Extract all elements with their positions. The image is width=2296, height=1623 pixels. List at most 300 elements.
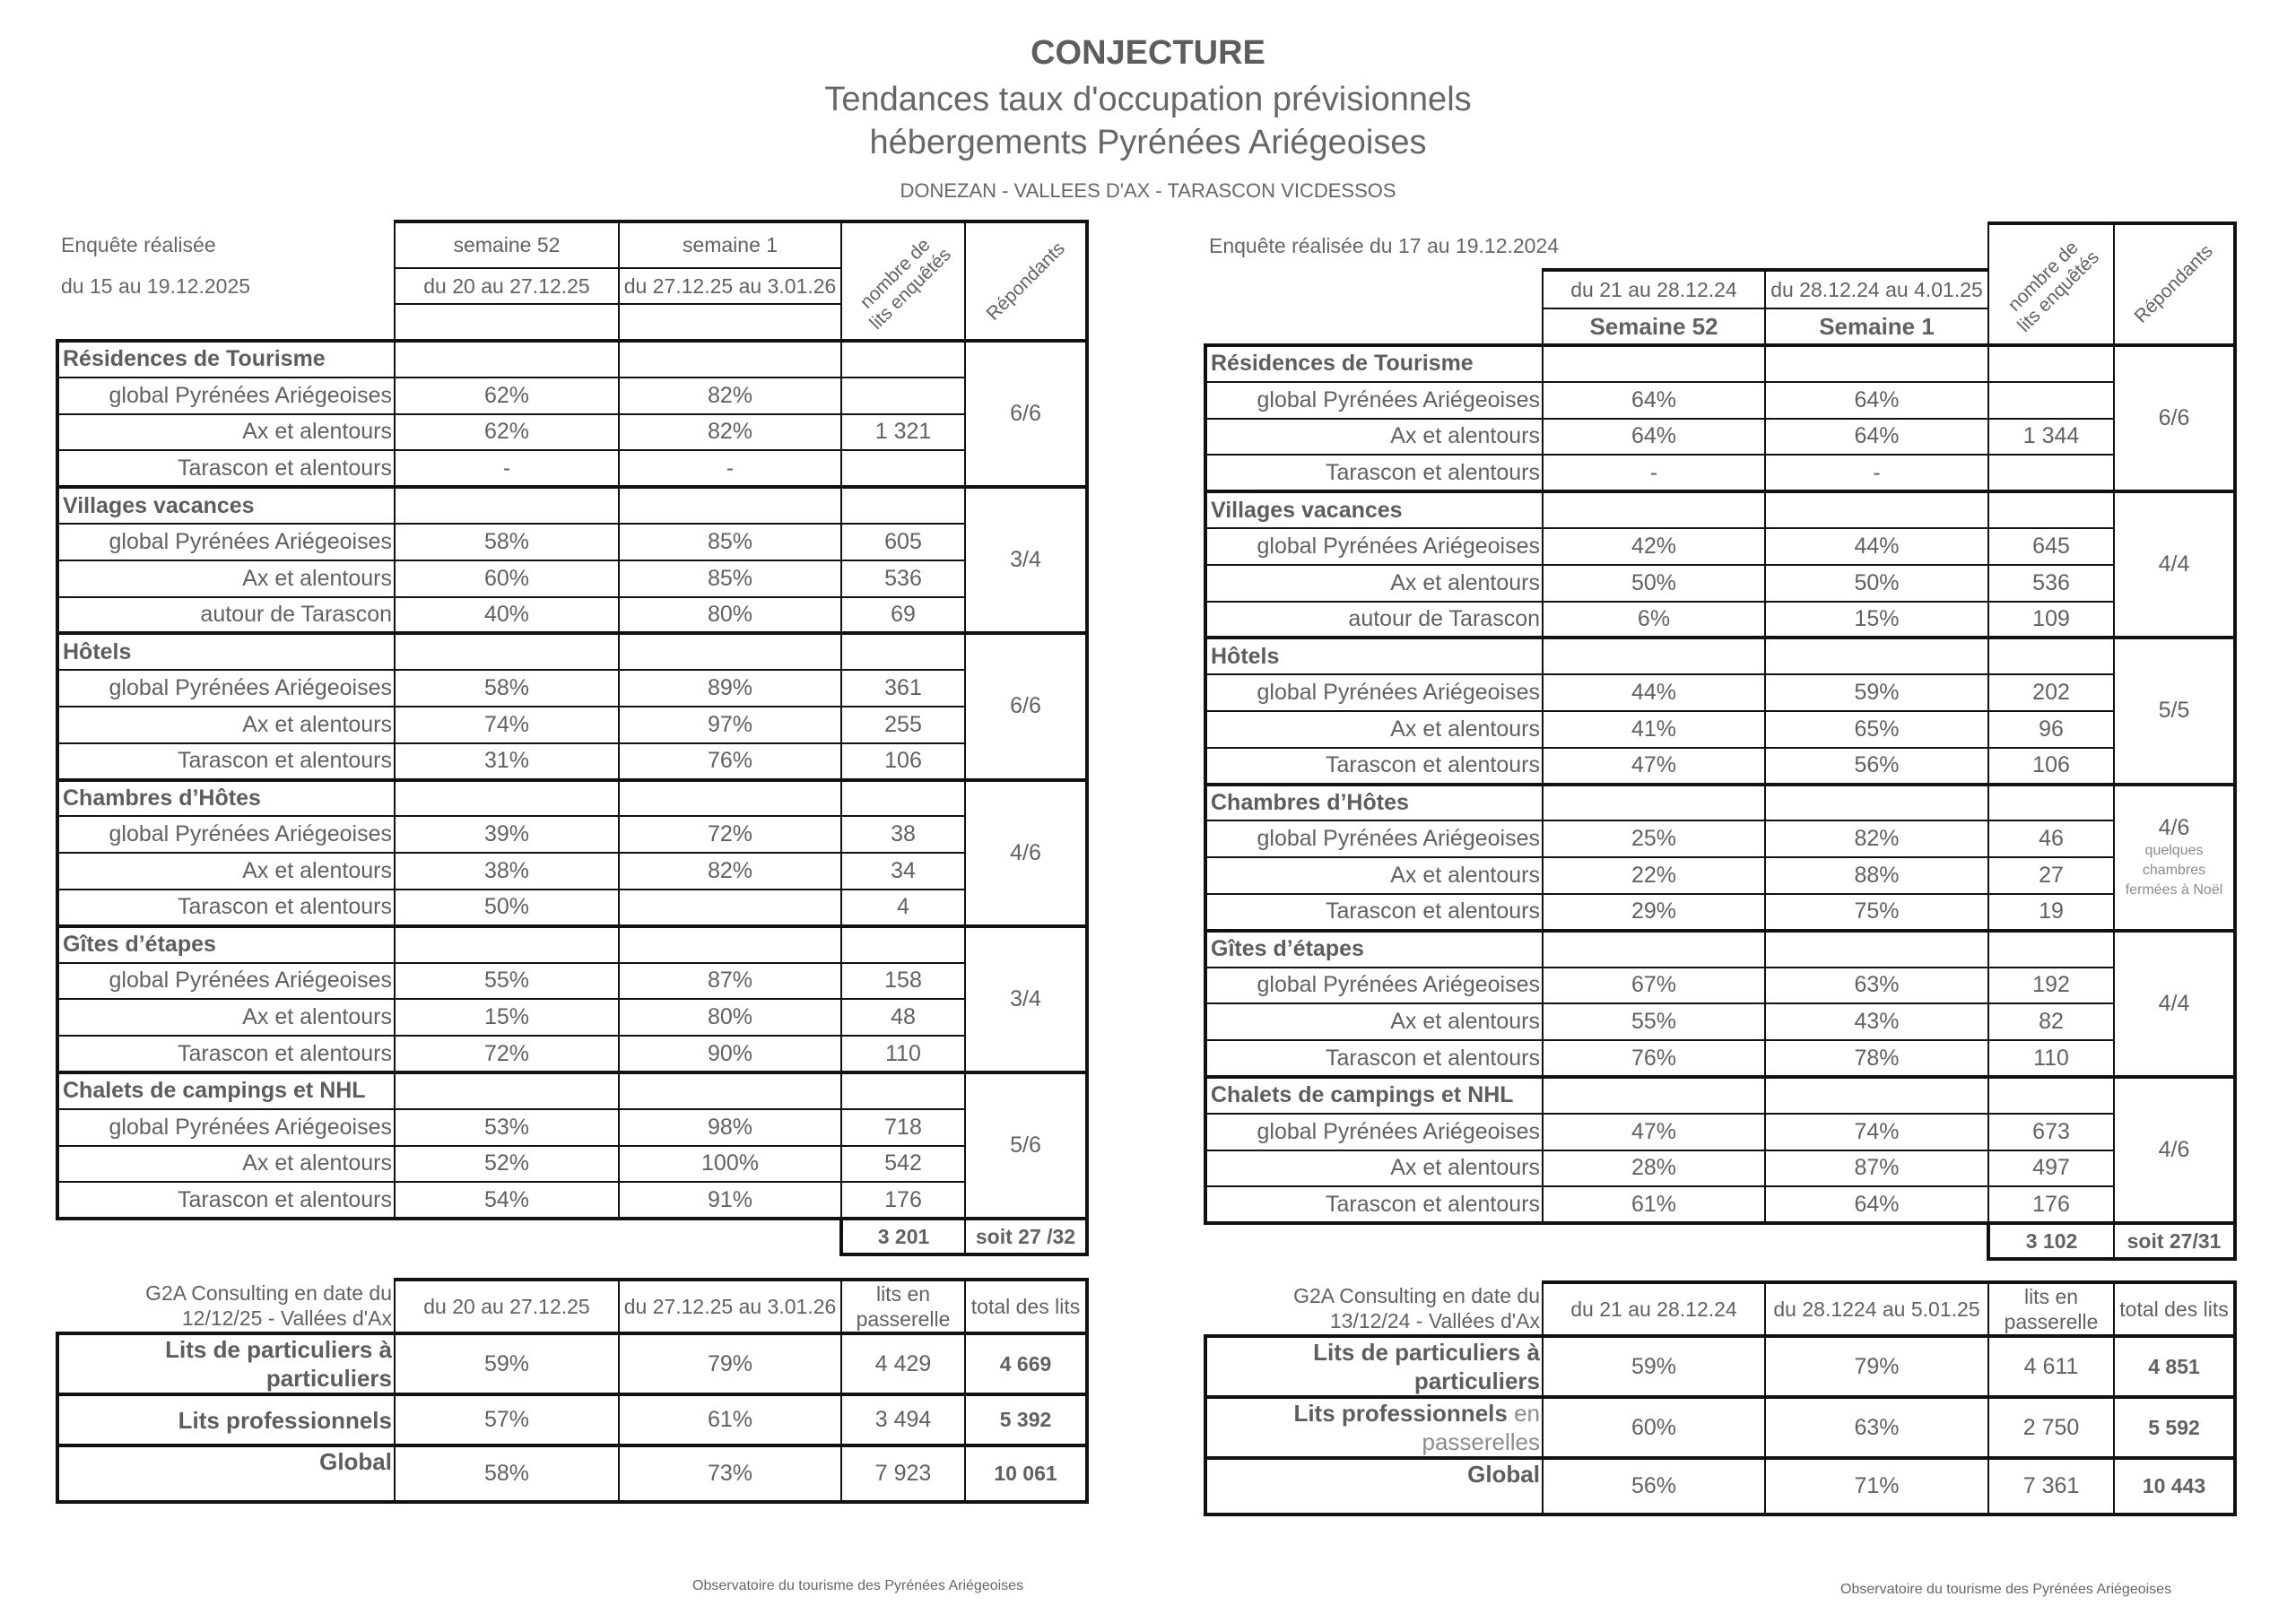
g2a-week1-value: 56% (1543, 1458, 1765, 1515)
row-label: autour de Tarascon (1205, 602, 1543, 638)
week1-value: 58% (395, 670, 619, 707)
table-row (1205, 455, 2235, 491)
g2a-source-line2: 12/12/25 - Vallées d'Ax (181, 1306, 392, 1330)
row-label: Tarascon et alentours (57, 1182, 395, 1219)
respondents-value: 5/6 (1010, 1133, 1041, 1159)
week2-value: 75% (1765, 894, 1988, 931)
row-label: global Pyrénées Ariégeoises (57, 670, 395, 707)
category-name: Chalets de campings et NHL (57, 1072, 395, 1109)
week1-value: 47% (1543, 1114, 1765, 1150)
beds-value: 96 (1988, 711, 2114, 748)
table-row (57, 560, 1087, 597)
g2a-passerelle-value: 4 429 (841, 1333, 965, 1394)
g2a-total-value: 10 061 (965, 1445, 1087, 1502)
table-row (1205, 1040, 2235, 1077)
g2a-row (57, 1394, 1087, 1445)
g2a-row-label (57, 1445, 395, 1502)
g2a-total-header: total des lits (2114, 1282, 2235, 1336)
row-label: Tarascon et alentours (1205, 894, 1543, 931)
row-label: Ax et alentours (57, 707, 395, 743)
week1-value: 50% (395, 890, 619, 926)
empty-cell (1543, 638, 1765, 674)
respondents-cell (2114, 638, 2235, 784)
beds-header-text: nombre de lits enquêtés (856, 234, 955, 334)
table-row (1205, 1150, 2235, 1187)
table-row (57, 743, 1087, 780)
empty-cell (619, 1072, 841, 1109)
table-row (57, 1146, 1087, 1183)
table-row (1205, 1003, 2235, 1040)
beds-value: 69 (841, 597, 965, 634)
g2a-week2-value: 73% (619, 1445, 841, 1502)
empty-cell (57, 304, 395, 341)
category-name: Villages vacances (57, 487, 395, 524)
g2a-row-label (1205, 1458, 1543, 1515)
beds-value: 4 (841, 890, 965, 926)
beds-value: 19 (1988, 894, 2114, 931)
week2-value: 90% (619, 1036, 841, 1072)
row-label: global Pyrénées Ariégeoises (57, 524, 395, 560)
week1-value: 60% (395, 560, 619, 597)
empty-cell (1765, 785, 1988, 821)
total-beds: 3 201 (841, 1219, 965, 1254)
row-label: Ax et alentours (1205, 1150, 1543, 1187)
week1-value: 67% (1543, 968, 1765, 1004)
beds-value: 718 (841, 1109, 965, 1146)
table-row (57, 414, 1087, 451)
empty-cell (841, 780, 965, 817)
beds-value (1988, 382, 2114, 419)
beds-column-header (841, 221, 965, 341)
table-row (1205, 820, 2235, 857)
empty-cell (1988, 345, 2114, 382)
empty-cell (841, 487, 965, 524)
row-label: Ax et alentours (57, 1146, 395, 1183)
table-row (1205, 748, 2235, 785)
week2-value: 80% (619, 999, 841, 1036)
g2a-total-value: 4 851 (2114, 1336, 2235, 1397)
table-row (57, 1036, 1087, 1072)
totals-row (57, 1219, 1087, 1254)
empty-cell (1988, 491, 2114, 528)
empty-cell (1543, 345, 1765, 382)
category-row (57, 487, 1087, 524)
respondents-cell (2114, 491, 2235, 638)
g2a-passerelle-value: 4 611 (1988, 1336, 2114, 1397)
week2-value: 87% (1765, 1150, 1988, 1187)
beds-value: 46 (1988, 820, 2114, 857)
week2-dates: du 28.12.24 au 4.01.25 (1765, 270, 1988, 308)
table-row (1205, 565, 2235, 602)
beds-value: 202 (1988, 674, 2114, 711)
beds-column-header (1988, 223, 2114, 345)
respondents-cell (965, 487, 1087, 633)
week1-value: 64% (1543, 382, 1765, 419)
week1-value: 62% (395, 378, 619, 414)
beds-value: 192 (1988, 968, 2114, 1004)
table-row (57, 963, 1087, 1000)
g2a-row-label-text: Global (1467, 1461, 1540, 1488)
g2a-passerelle-value: 2 750 (1988, 1397, 2114, 1458)
category-name: Villages vacances (1205, 491, 1543, 528)
week1-value: 58% (395, 524, 619, 560)
empty-cell (1543, 491, 1765, 528)
week2-value: 64% (1765, 419, 1988, 456)
respondents-value: 6/6 (2158, 405, 2190, 431)
week2-value: 82% (619, 853, 841, 890)
week1-value: 76% (1543, 1040, 1765, 1077)
empty-cell (619, 926, 841, 963)
g2a-header-row (1205, 1282, 2235, 1336)
category-name: Chambres d’Hôtes (57, 780, 395, 817)
category-name: Chalets de campings et NHL (1205, 1077, 1543, 1114)
g2a-source (1205, 1282, 1543, 1336)
week1-value: 64% (1543, 419, 1765, 456)
category-row (1205, 491, 2235, 528)
g2a-passerelle-value: 7 923 (841, 1445, 965, 1502)
g2a-row-label (57, 1394, 395, 1445)
week2-value: 85% (619, 524, 841, 560)
week2-value: 44% (1765, 528, 1988, 565)
g2a-passerelle-header: lits en passerelle (1988, 1282, 2114, 1336)
empty-cell (395, 1072, 619, 1109)
g2a-source-line1: G2A Consulting en date du (145, 1281, 392, 1305)
empty-cell (57, 1219, 841, 1254)
beds-value: 645 (1988, 528, 2114, 565)
week1-dates: du 20 au 27.12.25 (395, 268, 619, 304)
week1-value: 42% (1543, 528, 1765, 565)
week1-value: - (1543, 455, 1765, 491)
table-row (57, 707, 1087, 743)
g2a-total-header: total des lits (965, 1280, 1087, 1333)
g2a-row (1205, 1458, 2235, 1515)
g2a-week2-value: 79% (1765, 1336, 1988, 1397)
table-row (57, 378, 1087, 414)
row-label: Ax et alentours (1205, 1003, 1543, 1040)
empty-cell (1543, 1077, 1765, 1114)
empty-cell (1205, 308, 1543, 345)
category-row (1205, 345, 2235, 382)
empty-cell (395, 487, 619, 524)
empty-cell (395, 304, 619, 341)
week1-value: 44% (1543, 674, 1765, 711)
week1-value: 25% (1543, 820, 1765, 857)
g2a-row-label (1205, 1336, 1543, 1397)
empty-cell (1543, 785, 1765, 821)
row-label: Tarascon et alentours (57, 743, 395, 780)
respondents-header-text: Répondants (2130, 240, 2217, 327)
respondents-note: quelques chambres fermées à Noël (2125, 842, 2223, 898)
empty-cell (619, 487, 841, 524)
survey-label: Enquête réalisée (61, 232, 216, 256)
respondents-value: 6/6 (1010, 401, 1041, 427)
week1-value: 38% (395, 853, 619, 890)
row-label: global Pyrénées Ariégeoises (57, 816, 395, 853)
total-respondents: soit 27/31 (2114, 1223, 2235, 1259)
week1-dates: du 21 au 28.12.24 (1543, 270, 1765, 308)
g2a-source-line2: 13/12/24 - Vallées d'Ax (1329, 1309, 1540, 1332)
week2-value (619, 890, 841, 926)
category-row (1205, 785, 2235, 821)
week2-label: semaine 1 (619, 221, 841, 268)
respondents-column-header (2114, 223, 2235, 345)
week1-value: 61% (1543, 1186, 1765, 1223)
g2a-passerelle-header: lits en passerelle (841, 1280, 965, 1333)
table-row (1205, 1114, 2235, 1150)
survey-label: Enquête réalisée du 17 au 19.12.2024 (1209, 233, 1560, 257)
empty-cell (841, 926, 965, 963)
g2a-row (1205, 1336, 2235, 1397)
beds-value (1988, 455, 2114, 491)
g2a-week2-value: 79% (619, 1333, 841, 1394)
row-label: Tarascon et alentours (57, 1036, 395, 1072)
beds-value: 361 (841, 670, 965, 707)
row-label: Ax et alentours (1205, 565, 1543, 602)
week2-value: 43% (1765, 1003, 1988, 1040)
week1-value: 31% (395, 743, 619, 780)
week1-value: 28% (1543, 1150, 1765, 1187)
g2a-header-row (57, 1280, 1087, 1333)
g2a-total-value: 5 592 (2114, 1397, 2235, 1458)
week2-value: 82% (619, 378, 841, 414)
beds-value: 605 (841, 524, 965, 560)
g2a-row-label (1205, 1397, 1543, 1458)
category-row (57, 926, 1087, 963)
beds-value: 48 (841, 999, 965, 1036)
empty-cell (1765, 638, 1988, 674)
beds-value: 106 (841, 743, 965, 780)
week2-value: - (619, 450, 841, 487)
week2-value: 76% (619, 743, 841, 780)
week1-value: 40% (395, 597, 619, 634)
g2a-week2-dates: du 28.1224 au 5.01.25 (1765, 1282, 1988, 1336)
empty-cell (1543, 931, 1765, 968)
empty-cell (1205, 1223, 1988, 1259)
table-row (57, 890, 1087, 926)
header-row (1205, 223, 2235, 270)
week2-value: 88% (1765, 857, 1988, 894)
week1-value: 55% (395, 963, 619, 1000)
table-row (57, 524, 1087, 560)
respondents-value: 6/6 (1010, 693, 1041, 719)
row-label: Ax et alentours (1205, 857, 1543, 894)
g2a-row (57, 1445, 1087, 1502)
beds-value: 176 (1988, 1186, 2114, 1223)
g2a-week2-value: 71% (1765, 1458, 1988, 1515)
week1-value: 72% (395, 1036, 619, 1072)
table-row (57, 597, 1087, 634)
g2a-week1-value: 57% (395, 1394, 619, 1445)
category-row (57, 341, 1087, 378)
week1-value: 50% (1543, 565, 1765, 602)
category-name: Hôtels (1205, 638, 1543, 674)
week1-value: 74% (395, 707, 619, 743)
document-subtitle-line2: hébergements Pyrénées Ariégeoises (869, 124, 1427, 161)
week1-value: 29% (1543, 894, 1765, 931)
beds-value: 542 (841, 1146, 965, 1183)
beds-value: 673 (1988, 1114, 2114, 1150)
left-footer: Observatoire du tourisme des Pyrénées Ariégeoises (692, 1578, 1024, 1593)
week2-value: 78% (1765, 1040, 1988, 1077)
empty-cell (619, 341, 841, 378)
row-label: Ax et alentours (1205, 419, 1543, 456)
g2a-row-label (57, 1333, 395, 1394)
respondents-cell (965, 633, 1087, 779)
table-row (57, 853, 1087, 890)
category-row (1205, 638, 2235, 674)
empty-cell (1765, 931, 1988, 968)
g2a-row-label-extra: en passerelles (1422, 1400, 1540, 1455)
category-name: Résidences de Tourisme (1205, 345, 1543, 382)
week2-dates: du 27.12.25 au 3.01.26 (619, 268, 841, 304)
g2a-week2-value: 61% (619, 1394, 841, 1445)
beds-header-wrap (842, 223, 964, 339)
table-row (1205, 382, 2235, 419)
table-row (1205, 528, 2235, 565)
week2-value: 65% (1765, 711, 1988, 748)
g2a-total-value: 5 392 (965, 1394, 1087, 1445)
week2-value: 91% (619, 1182, 841, 1219)
row-label: Ax et alentours (1205, 711, 1543, 748)
week1-value: 52% (395, 1146, 619, 1183)
week2-value: 98% (619, 1109, 841, 1146)
respondents-cell (965, 780, 1087, 926)
table-row (57, 816, 1087, 853)
respondents-value: 4/6 (1010, 839, 1041, 865)
week2-value: 63% (1765, 968, 1988, 1004)
respondents-value: 4/4 (2158, 551, 2190, 577)
week1-value: 39% (395, 816, 619, 853)
empty-cell (1988, 638, 2114, 674)
week2-value: 97% (619, 707, 841, 743)
empty-cell (395, 780, 619, 817)
beds-value: 110 (1988, 1040, 2114, 1077)
week2-value: 15% (1765, 602, 1988, 638)
respondents-value: 5/5 (2158, 698, 2190, 724)
category-row (1205, 931, 2235, 968)
document-title: CONJECTURE (1031, 34, 1265, 72)
g2a-week1-dates: du 21 au 28.12.24 (1543, 1282, 1765, 1336)
beds-value: 536 (841, 560, 965, 597)
table-row (57, 1182, 1087, 1219)
beds-value: 109 (1988, 602, 2114, 638)
respondents-header-text: Répondants (981, 237, 1069, 325)
g2a-row-label-text: Global (319, 1448, 392, 1475)
category-row (57, 1072, 1087, 1109)
left-g2a-table (56, 1278, 1089, 1504)
beds-value: 255 (841, 707, 965, 743)
row-label: global Pyrénées Ariégeoises (1205, 674, 1543, 711)
empty-cell (395, 926, 619, 963)
week2-value: 56% (1765, 748, 1988, 785)
g2a-week1-value: 59% (1543, 1336, 1765, 1397)
category-row (57, 780, 1087, 817)
beds-value: 34 (841, 853, 965, 890)
g2a-row (1205, 1397, 2235, 1458)
week2-value: 64% (1765, 382, 1988, 419)
empty-cell (1988, 785, 2114, 821)
week2-value: 80% (619, 597, 841, 634)
table-row (57, 999, 1087, 1036)
week1-value: 55% (1543, 1003, 1765, 1040)
beds-value: 1 321 (841, 414, 965, 451)
beds-value: 110 (841, 1036, 965, 1072)
category-name: Gîtes d’étapes (1205, 931, 1543, 968)
week2-value: 100% (619, 1146, 841, 1183)
beds-value (841, 450, 965, 487)
empty-cell (1765, 345, 1988, 382)
empty-cell (1988, 931, 2114, 968)
category-name: Chambres d’Hôtes (1205, 785, 1543, 821)
g2a-row-label-text: Lits de particuliers à particuliers (165, 1336, 392, 1392)
row-label: global Pyrénées Ariégeoises (57, 378, 395, 414)
respondents-cell (965, 1072, 1087, 1219)
beds-value: 38 (841, 816, 965, 853)
week1-value: 47% (1543, 748, 1765, 785)
empty-cell (1205, 270, 1543, 308)
g2a-passerelle-value: 7 361 (1988, 1458, 2114, 1515)
empty-cell (619, 780, 841, 817)
week2-value: 50% (1765, 565, 1988, 602)
totals-row (1205, 1223, 2235, 1259)
survey-dates: du 15 au 19.12.2025 (61, 273, 251, 298)
beds-value: 106 (1988, 748, 2114, 785)
beds-header-text: nombre de lits enquêtés (2004, 237, 2103, 336)
respondents-value: 4/4 (2158, 990, 2190, 1016)
row-label: global Pyrénées Ariégeoises (1205, 528, 1543, 565)
row-label: Ax et alentours (57, 560, 395, 597)
respondents-value: 3/4 (1010, 985, 1041, 1011)
week1-value: - (395, 450, 619, 487)
respondents-value: 4/6 (2158, 1137, 2190, 1163)
table-row (1205, 894, 2235, 931)
g2a-week2-dates: du 27.12.25 au 3.01.26 (619, 1280, 841, 1333)
week2-value: 72% (619, 816, 841, 853)
empty-cell (1988, 1077, 2114, 1114)
category-name: Résidences de Tourisme (57, 341, 395, 378)
respondents-cell (2114, 785, 2235, 931)
week1-label: semaine 52 (395, 221, 619, 268)
g2a-week1-value: 58% (395, 1445, 619, 1502)
document-subtitle-line1: Tendances taux d'occupation prévisionnels (824, 81, 1472, 118)
row-label: global Pyrénées Ariégeoises (1205, 820, 1543, 857)
empty-cell (395, 633, 619, 670)
week1-value: 6% (1543, 602, 1765, 638)
empty-cell (619, 633, 841, 670)
category-name: Gîtes d’étapes (57, 926, 395, 963)
right-footer: Observatoire du tourisme des Pyrénées Ariégeoises (1840, 1582, 2172, 1597)
week2-value: 89% (619, 670, 841, 707)
respondents-value: 4/6 (2158, 814, 2190, 840)
row-label: Tarascon et alentours (1205, 1186, 1543, 1223)
table-row (1205, 857, 2235, 894)
week1-value: 41% (1543, 711, 1765, 748)
g2a-week1-value: 60% (1543, 1397, 1765, 1458)
regions-subtitle: DONEZAN - VALLEES D'AX - TARASCON VICDESSOS (900, 179, 1396, 202)
beds-value: 176 (841, 1182, 965, 1219)
table-row (1205, 602, 2235, 638)
row-label: global Pyrénées Ariégeoises (1205, 968, 1543, 1004)
g2a-source (57, 1280, 395, 1333)
left-occupancy-table (56, 220, 1089, 1256)
table-row (1205, 419, 2235, 456)
category-row (57, 633, 1087, 670)
week2-value: 82% (1765, 820, 1988, 857)
empty-cell (841, 341, 965, 378)
right-g2a-table (1204, 1280, 2237, 1516)
category-row (1205, 1077, 2235, 1114)
week2-value: 64% (1765, 1186, 1988, 1223)
